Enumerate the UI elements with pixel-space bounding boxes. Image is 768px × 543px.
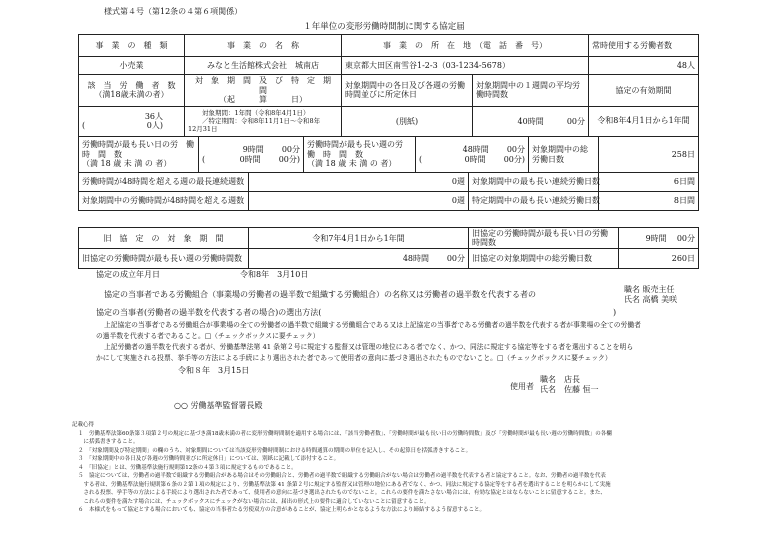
max-day-open-paren: ( xyxy=(202,154,206,164)
special-period-value[interactable]: ／特定期間：令和8年11月1日～令和8年 xyxy=(202,117,321,126)
old-agreement-table xyxy=(78,227,699,269)
employer-name[interactable]: 氏名 佐藤 恒一 xyxy=(540,385,599,395)
business-name-value[interactable]: みなと生活館株式会社 城南店 xyxy=(185,57,342,75)
note-line: ２ 「対象期間及び特定期間」の欄のうち、対象期間については当該変形労働時間制における時間通算の期間の単位を記入し、その起算日を括弧書きすること。 xyxy=(78,447,472,454)
max-week-minor-hours[interactable]: 0時間 xyxy=(464,154,486,164)
max-day-minutes[interactable]: 00分 xyxy=(281,144,300,154)
header-business-address: 事 業 の 所 在 地 （電 話 番 号） xyxy=(342,35,589,57)
party-line: 協定の当事者である労働組合（事業場の労働者の過半数で組織する労働組合）の名称又は労働者の過半数を代表する者の xyxy=(104,290,536,299)
total-days-label: 対象期間中の総労働日数 xyxy=(529,137,599,173)
over48-count-value[interactable]: 0週 xyxy=(249,192,469,211)
minor-open-paren: ( xyxy=(82,121,86,131)
special-consecutive-value[interactable]: 8日間 xyxy=(599,192,699,211)
old-max-day-value[interactable]: 9時間 xyxy=(645,233,667,243)
period-sub-label: （起 算 日） xyxy=(219,95,307,105)
regular-workers-value[interactable]: 48人 xyxy=(589,57,699,75)
business-type-value[interactable]: 小売業 xyxy=(79,57,185,75)
special-period-end[interactable]: 12月31日 xyxy=(188,125,218,134)
over48-weeks-value[interactable]: 0週 xyxy=(249,173,469,192)
business-address-value[interactable]: 東京都大田区南雪谷1-2-3（03-1234-5678） xyxy=(342,57,589,75)
submission-date[interactable]: 令和８年 3月15日 xyxy=(178,366,250,375)
old-max-day-minutes[interactable]: 00分 xyxy=(676,233,696,243)
employer-title[interactable]: 職名 店長 xyxy=(540,375,580,384)
agreement-date-label: 協定の成立年月日 xyxy=(96,270,160,279)
old-max-week-value[interactable]: 48時間 xyxy=(402,254,430,264)
old-total-days-value[interactable]: 260日 xyxy=(619,249,699,269)
max-day-label: 労働時間が最も長い日の労 働 時 間 数 xyxy=(82,140,202,159)
old-period-label: 旧 協 定 の 対 象 期 間 xyxy=(79,228,249,249)
max-day-hours[interactable]: 9時間 xyxy=(242,144,264,154)
applicable-minor-count[interactable]: 0人) xyxy=(146,121,163,131)
agreement-date-value[interactable]: 令和8年 3月10日 xyxy=(240,270,309,279)
check2-line-b[interactable]: かにして実施される投票、挙手等の方法による手続により選出された者であって使用者の意向に基づき選出されたものでないこと。□（チェックボックスに要チェック） xyxy=(96,354,612,362)
attached-sheet-value[interactable]: (別紙) xyxy=(342,106,473,136)
validity-value[interactable]: 令和8年4月1日から1年間 xyxy=(589,106,699,136)
over48-count-label: 対象期間中の労働時間が48時間を超える週数 xyxy=(79,192,249,211)
max-consecutive-value[interactable]: 6日間 xyxy=(599,173,699,192)
note-line: これらの要件を満たす場合には、チェックボックスにチェックがない場合には、届出の形式上の要件に適合していないことに留意すること。 xyxy=(78,498,430,505)
addressee[interactable]: ○○ 労働基準監督署長殿 xyxy=(174,401,263,410)
note-line: ３ 「対象期間中の各日及び各週の労働時間並びに所定休日」については、別紙に記載して添付すること。 xyxy=(78,456,340,463)
header-business-type: 事 業 の 種 類 xyxy=(79,35,185,57)
header-regular-workers: 常時使用する労働者数 xyxy=(589,35,699,57)
hours-table xyxy=(78,136,699,173)
total-days-value[interactable]: 258日 xyxy=(599,137,699,173)
representative-title[interactable]: 職名 販売主任 xyxy=(624,285,675,294)
representative-name[interactable]: 氏名 高橋 美咲 xyxy=(624,295,678,305)
old-period-value[interactable]: 令和7年4月1日から1年間 xyxy=(249,228,469,249)
weekly-avg-label: 対象期間中の１週間の平均労働時間数 xyxy=(473,75,589,107)
form-number: 様式第４号（第12条の４第６項関係） xyxy=(104,7,243,16)
selection-method-close: ) xyxy=(613,308,617,317)
max-week-sub: （満 18 歳 未 満 の 者） xyxy=(307,159,397,169)
max-consecutive-label: 対象期間中の最も長い連続労働日数 xyxy=(469,173,599,192)
consecutive-table xyxy=(78,172,699,211)
note-line: ４ 「旧協定」とは、労働基準法施行規則第12条の４第３項に規定するものであること。 xyxy=(78,464,297,471)
old-total-days-label: 旧協定の対象期間中の総労働日数 xyxy=(469,249,619,269)
max-day-minor-hours[interactable]: 0時間 xyxy=(239,154,261,164)
max-week-label: 労働時間が最も長い週の労 働 時 間 数 xyxy=(307,140,411,159)
selection-method-label: 協定の当事者(労働者の過半数を代表する者の場合)の選出方法( xyxy=(96,308,322,317)
daily-hours-label: 対象期間中の各日及び各週の労働時間並びに所定休日 xyxy=(342,75,473,107)
avg-hours-value[interactable]: 40時間 xyxy=(517,116,544,126)
note-line: される投票、挙手等の方法による手続により選出された者であって、使用者の意向に基づき選出されたものでないこと。これらの要件を満たさない場合には、有効な協定とはならないことに留意すること。また、 xyxy=(78,490,606,497)
note-line: に括弧書きすること。 xyxy=(78,439,139,446)
check1-line-b[interactable]: の過半数を代表する者であること。□（チェックボックスに要チェック） xyxy=(96,332,320,340)
max-week-minor-minutes[interactable]: 00分) xyxy=(503,154,525,164)
document-title: １年単位の変形労働時間制に関する協定届 xyxy=(303,22,465,32)
note-line: ５ 協定については、労働者の過半数で組織する労働組合がある場合はその労働組合と、労働者の過半数で組織する労働組合がない場合は労働者の過半数を代表する者と協定すること。なお、労働者の過半数を代表 xyxy=(78,473,606,480)
max-week-open-paren: ( xyxy=(419,154,423,164)
note-line: する者は、労働基準法施行規則第６条の２第１項の規定により、労働基準法第 41 条第２号に規定する監督又は管理の地位にある者でなく、かつ、同法に規定する協定等をする者を選出することを明らかにして実施 xyxy=(78,481,611,488)
period-label: 対 象 期 間 及 び 特 定 期 間 xyxy=(195,76,339,95)
main-form-table xyxy=(78,34,699,137)
old-max-day-label: 旧協定の労働時間が最も長い日の労働時間数 xyxy=(469,228,619,249)
notes-heading: 記載心得 xyxy=(72,422,95,428)
applicable-workers-label: 該 当 労 働 者 数 xyxy=(87,80,176,90)
note-line: １ 労働基準法第60条第３項第２号の規定に基づき満18歳未満の者に変形労働時間制を適用する場合には、「該当労働者数」、「労働時間が最も長い日の労働時間数」及び「労働時間が最も長い週の労働時間数」の各欄 xyxy=(78,430,612,437)
target-period-value[interactable]: 対象期間：1年間（令和8年4月1日） xyxy=(202,109,310,118)
applicable-workers-count[interactable]: 36人 xyxy=(144,111,163,121)
special-consecutive-label: 特定期間中の最も長い連続労働日数 xyxy=(469,192,599,211)
check1-line-a: 上記協定の当事者である労働組合が事業場の全ての労働者の過半数で組織する労働組合である又は上記協定の当事者である労働者の過半数を代表する者が事業場の全ての労働者 xyxy=(104,321,641,329)
header-business-name: 事 業 の 名 称 xyxy=(185,35,342,57)
validity-label: 協定の有効期間 xyxy=(589,75,699,107)
old-max-week-minutes[interactable]: 00分 xyxy=(446,254,466,264)
check2-line-a: 上記労働者の過半数を代表する者が、労働基準法第 41 条第２号に規定する監督又は管理の地位にある者でなく、かつ、同法に規定する協定等をする者を選出することを明ら xyxy=(104,343,634,351)
max-day-minor-minutes[interactable]: 00分) xyxy=(278,154,300,164)
max-day-sub: （満 18 歳 未 満 の 者） xyxy=(82,159,172,169)
applicable-workers-sub: （満18歳未満の者） xyxy=(94,90,169,100)
employer-label: 使用者 xyxy=(510,382,534,391)
max-week-minutes[interactable]: 00分 xyxy=(506,144,525,154)
over48-weeks-label: 労働時間が48時間を超える週の最長連続週数 xyxy=(79,173,249,192)
old-max-week-label: 旧協定の労働時間が最も長い週の労働時間数 xyxy=(79,249,249,269)
max-week-hours[interactable]: 48時間 xyxy=(462,144,489,154)
notes-section xyxy=(72,421,612,515)
avg-minutes-value[interactable]: 00分 xyxy=(566,116,585,126)
note-line: ６ 本様式をもって協定とする場合においても、協定の当事者たる労使双方の合意があることが、協定上明らかとなるような方法により締結するよう留意すること。 xyxy=(78,507,486,514)
